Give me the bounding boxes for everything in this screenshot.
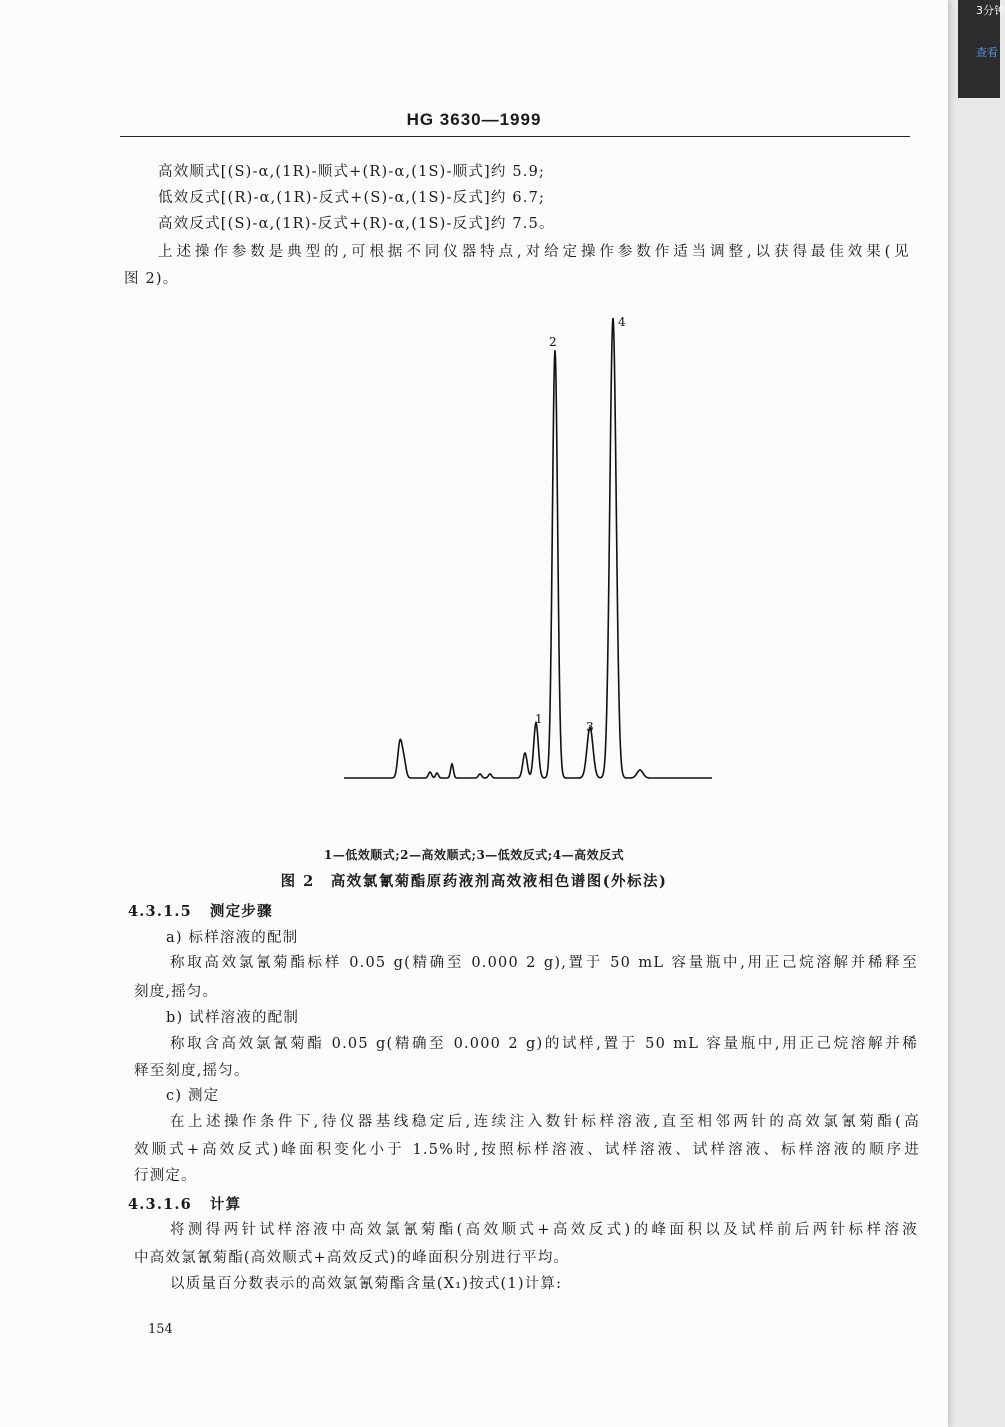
side-overlay-panel — [958, 0, 1005, 98]
section-number: 4.3.1.6 — [128, 1196, 192, 1213]
subsection-c-line-3: 行测定。 — [134, 1168, 197, 1184]
subsection-a-line-2: 刻度,摇匀。 — [134, 984, 219, 1000]
peak-label-1: 1 — [535, 712, 543, 726]
figure-legend: 1—低效顺式;2—高效顺式;3—低效反式;4—高效反式 — [323, 848, 625, 862]
peak-label-3: 3 — [586, 720, 594, 734]
calculation-line-1: 将测得两针试样溶液中高效氯氰菊酯(高效顺式+高效反式)的峰面积以及试样前后两针标样溶液 — [170, 1222, 918, 1238]
subsection-c-line-2: 效顺式+高效反式)峰面积变化小于 1.5%时,按照标样溶液、试样溶液、试样溶液、标样溶液的顺序进 — [134, 1142, 920, 1158]
peak-label-2: 2 — [549, 335, 557, 349]
subsection-a-title: a) 标样溶液的配制 — [166, 930, 299, 946]
figure-title: 图 2 高效氯氰菊酯原药液剂高效液相色谱图(外标法) — [280, 873, 668, 890]
page-number: 154 — [148, 1322, 173, 1337]
peak-label-4: 4 — [618, 315, 626, 329]
calculation-line-3: 以质量百分数表示的高效氯氰菊酯含量(X₁)按式(1)计算: — [170, 1276, 563, 1292]
section-4-3-1-6-heading — [128, 1193, 241, 1214]
header-rule — [120, 136, 910, 137]
chromatogram-chart — [0, 300, 948, 800]
subsection-a-line-1: 称取高效氯氰菊酯标样 0.05 g(精确至 0.000 2 g),置于 50 mL 容量瓶中,用正己烷溶解并稀释至 — [170, 955, 918, 971]
section-heading-text: 测定步骤 — [209, 903, 273, 920]
section-number: 4.3.1.5 — [128, 903, 192, 920]
overlay-time-text: 3分钟 — [976, 4, 1005, 17]
intro-line-3: 高效反式[(S)-α,(1R)-反式+(R)-α,(1S)-反式]约 7.5。 — [158, 216, 555, 232]
intro-paragraph-line-1: 上述操作参数是典型的,可根据不同仪器特点,对给定操作参数作适当调整,以获得最佳效果(见 — [158, 244, 910, 260]
chromatogram-trace — [344, 318, 712, 778]
intro-paragraph-line-2: 图 2)。 — [124, 271, 179, 287]
intro-line-2: 低效反式[(R)-α,(1R)-反式+(S)-α,(1S)-反式]约 6.7; — [158, 190, 546, 206]
calculation-line-2: 中高效氯氰菊酯(高效顺式+高效反式)的峰面积分别进行平均。 — [134, 1250, 570, 1266]
subsection-b-line-1: 称取含高效氯氰菊酯 0.05 g(精确至 0.000 2 g)的试样,置于 50 mL 容量瓶中,用正己烷溶解并稀 — [170, 1036, 918, 1052]
subsection-c-title: c) 测定 — [166, 1088, 220, 1104]
section-heading-text: 计算 — [209, 1196, 242, 1213]
header-standard-code: HG 3630—1999 — [406, 110, 542, 129]
overlay-view-link[interactable]: 查看 — [976, 46, 998, 59]
section-4-3-1-5-heading — [128, 900, 273, 921]
subsection-b-line-2: 释至刻度,摇匀。 — [134, 1063, 250, 1079]
subsection-c-line-1: 在上述操作条件下,待仪器基线稳定后,连续注入数针标样溶液,直至相邻两针的高效氯氰菊酯(高 — [170, 1114, 920, 1130]
subsection-b-title: b) 试样溶液的配制 — [166, 1010, 300, 1026]
intro-line-1: 高效顺式[(S)-α,(1R)-顺式+(R)-α,(1S)-顺式]约 5.9; — [158, 164, 546, 180]
